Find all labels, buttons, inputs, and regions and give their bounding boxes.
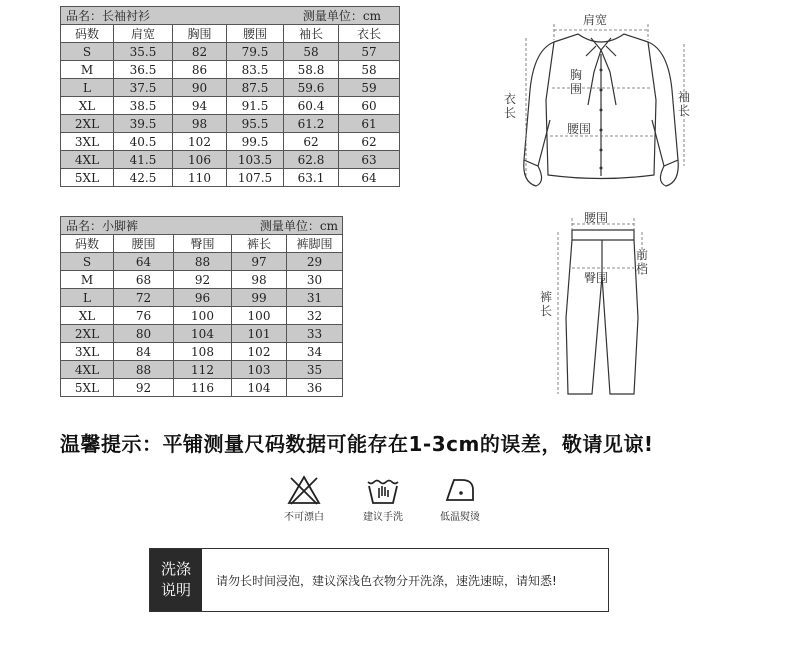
hand-wash-label: 建议手洗 — [363, 512, 403, 523]
table-cell: 61.2 — [284, 115, 339, 133]
column-header: 腰围 — [114, 235, 174, 253]
table-row — [61, 271, 343, 289]
table-cell: XL — [61, 97, 114, 115]
column-header: 胸围 — [173, 25, 227, 43]
table-cell: 30 — [287, 271, 343, 289]
table-cell: 88 — [174, 253, 232, 271]
table-row — [61, 253, 343, 271]
table-cell: 62 — [284, 133, 339, 151]
table-cell: 92 — [174, 271, 232, 289]
care-hand-wash — [343, 474, 423, 523]
table-cell: 61 — [339, 115, 400, 133]
table-cell: 64 — [339, 169, 400, 187]
table-cell: 98 — [232, 271, 287, 289]
care-low-iron — [420, 474, 500, 523]
table-cell: 94 — [173, 97, 227, 115]
table-cell: 84 — [114, 343, 174, 361]
shirt-chest-label: 胸围 — [570, 68, 583, 96]
no-bleach-label: 不可漂白 — [284, 512, 324, 523]
table-cell: 112 — [174, 361, 232, 379]
table-cell: M — [61, 61, 114, 79]
column-header: 腰围 — [227, 25, 284, 43]
no-bleach-icon — [286, 474, 322, 506]
table-cell: 60 — [339, 97, 400, 115]
column-header: 码数 — [61, 25, 114, 43]
care-no-bleach — [264, 474, 344, 523]
table-cell: 62 — [339, 133, 400, 151]
table-cell: 40.5 — [114, 133, 173, 151]
table-row — [61, 325, 343, 343]
table-cell: M — [61, 271, 114, 289]
table-cell: 63.1 — [284, 169, 339, 187]
shirt-unit: 测量单位：cm — [302, 9, 381, 23]
table-cell: 2XL — [61, 115, 114, 133]
table-cell: 58 — [339, 61, 400, 79]
table-row — [61, 115, 400, 133]
table-row — [61, 307, 343, 325]
table-cell: 68 — [114, 271, 174, 289]
pants-table-title — [61, 217, 343, 235]
table-cell: 91.5 — [227, 97, 284, 115]
table-row — [61, 151, 400, 169]
table-row — [61, 289, 343, 307]
table-cell: 5XL — [61, 169, 114, 187]
table-cell: 102 — [232, 343, 287, 361]
pants-waist-label: 腰围 — [584, 211, 609, 225]
table-cell: 98 — [173, 115, 227, 133]
table-cell: 101 — [232, 325, 287, 343]
table-cell: 58.8 — [284, 61, 339, 79]
table-cell: 63 — [339, 151, 400, 169]
column-header: 肩宽 — [114, 25, 173, 43]
table-cell: 110 — [173, 169, 227, 187]
column-header: 衣长 — [339, 25, 400, 43]
column-header: 码数 — [61, 235, 114, 253]
table-cell: 29 — [287, 253, 343, 271]
table-cell: 95.5 — [227, 115, 284, 133]
table-row — [61, 361, 343, 379]
table-row — [61, 379, 343, 397]
table-cell: 42.5 — [114, 169, 173, 187]
table-cell: 33 — [287, 325, 343, 343]
table-cell: 72 — [114, 289, 174, 307]
table-cell: 97 — [232, 253, 287, 271]
pants-front-rise-label: 前档 — [636, 248, 649, 276]
shirt-header-row — [61, 25, 400, 43]
column-header: 裤脚围 — [287, 235, 343, 253]
shirt-outline-icon — [496, 10, 706, 190]
table-cell: S — [61, 43, 114, 61]
table-row — [61, 97, 400, 115]
table-cell: 4XL — [61, 361, 114, 379]
table-cell: 79.5 — [227, 43, 284, 61]
table-cell: 59 — [339, 79, 400, 97]
pants-header-row — [61, 235, 343, 253]
table-cell: 104 — [174, 325, 232, 343]
table-cell: 3XL — [61, 343, 114, 361]
pants-diagram — [530, 206, 670, 398]
wash-text: 请勿长时间浸泡，建议深浅色衣物分开洗涤，速洗速晾，请知悉! — [216, 574, 557, 588]
wash-instructions — [149, 548, 609, 612]
shirt-length-label: 衣长 — [504, 92, 517, 120]
shirt-diagram — [496, 10, 706, 190]
shirt-waist-label: 腰围 — [567, 122, 592, 136]
pants-unit: 测量单位：cm — [259, 219, 338, 233]
shirt-sleeve-label: 袖长 — [678, 90, 691, 118]
table-cell: 58 — [284, 43, 339, 61]
shirt-size-table — [60, 6, 400, 187]
wash-title-line2: 说明 — [160, 581, 191, 599]
table-row — [61, 133, 400, 151]
table-cell: 35.5 — [114, 43, 173, 61]
column-header: 裤长 — [232, 235, 287, 253]
pants-length-label: 裤长 — [540, 290, 553, 318]
table-cell: 83.5 — [227, 61, 284, 79]
table-cell: 108 — [174, 343, 232, 361]
table-cell: 90 — [173, 79, 227, 97]
table-cell: 96 — [174, 289, 232, 307]
table-cell: 60.4 — [284, 97, 339, 115]
table-cell: 76 — [114, 307, 174, 325]
table-cell: 107.5 — [227, 169, 284, 187]
measurement-tip: 温馨提示：平铺测量尺码数据可能存在1-3cm的误差，敬请见谅! — [60, 432, 654, 456]
table-cell: 32 — [287, 307, 343, 325]
shirt-shoulder-label: 肩宽 — [583, 13, 608, 27]
table-cell: 41.5 — [114, 151, 173, 169]
table-cell: 106 — [173, 151, 227, 169]
table-cell: 103 — [232, 361, 287, 379]
table-cell: 36 — [287, 379, 343, 397]
wash-title — [150, 549, 202, 611]
hand-wash-icon — [365, 474, 401, 506]
table-cell: 34 — [287, 343, 343, 361]
table-cell: 104 — [232, 379, 287, 397]
table-cell: 82 — [173, 43, 227, 61]
table-row — [61, 61, 400, 79]
table-cell: 37.5 — [114, 79, 173, 97]
column-header: 臀围 — [174, 235, 232, 253]
table-cell: 99.5 — [227, 133, 284, 151]
table-cell: 64 — [114, 253, 174, 271]
wash-title-line1: 洗涤 — [160, 560, 191, 578]
table-cell: 100 — [232, 307, 287, 325]
table-cell: 36.5 — [114, 61, 173, 79]
table-cell: 99 — [232, 289, 287, 307]
table-cell: L — [61, 79, 114, 97]
table-cell: 116 — [174, 379, 232, 397]
pants-product-name: 品名：小脚裤 — [66, 219, 139, 233]
table-cell: 62.8 — [284, 151, 339, 169]
table-cell: 59.6 — [284, 79, 339, 97]
table-cell: 3XL — [61, 133, 114, 151]
shirt-product-name: 品名：长袖衬衫 — [66, 9, 151, 23]
table-cell: 88 — [114, 361, 174, 379]
table-cell: 92 — [114, 379, 174, 397]
table-row — [61, 79, 400, 97]
table-cell: L — [61, 289, 114, 307]
table-cell: 4XL — [61, 151, 114, 169]
table-cell: 35 — [287, 361, 343, 379]
low-iron-icon — [442, 474, 478, 506]
table-cell: 2XL — [61, 325, 114, 343]
shirt-table-title — [61, 7, 400, 25]
table-cell: 86 — [173, 61, 227, 79]
table-cell: 5XL — [61, 379, 114, 397]
table-cell: S — [61, 253, 114, 271]
table-cell: XL — [61, 307, 114, 325]
table-cell: 31 — [287, 289, 343, 307]
table-cell: 102 — [173, 133, 227, 151]
table-row — [61, 169, 400, 187]
column-header: 袖长 — [284, 25, 339, 43]
table-cell: 87.5 — [227, 79, 284, 97]
table-cell: 103.5 — [227, 151, 284, 169]
table-cell: 39.5 — [114, 115, 173, 133]
pants-hip-label: 臀围 — [584, 271, 609, 285]
table-cell: 80 — [114, 325, 174, 343]
pants-size-table — [60, 216, 343, 397]
table-cell: 57 — [339, 43, 400, 61]
table-row — [61, 43, 400, 61]
table-cell: 38.5 — [114, 97, 173, 115]
low-iron-label: 低温熨烫 — [440, 512, 480, 523]
table-row — [61, 343, 343, 361]
table-cell: 100 — [174, 307, 232, 325]
